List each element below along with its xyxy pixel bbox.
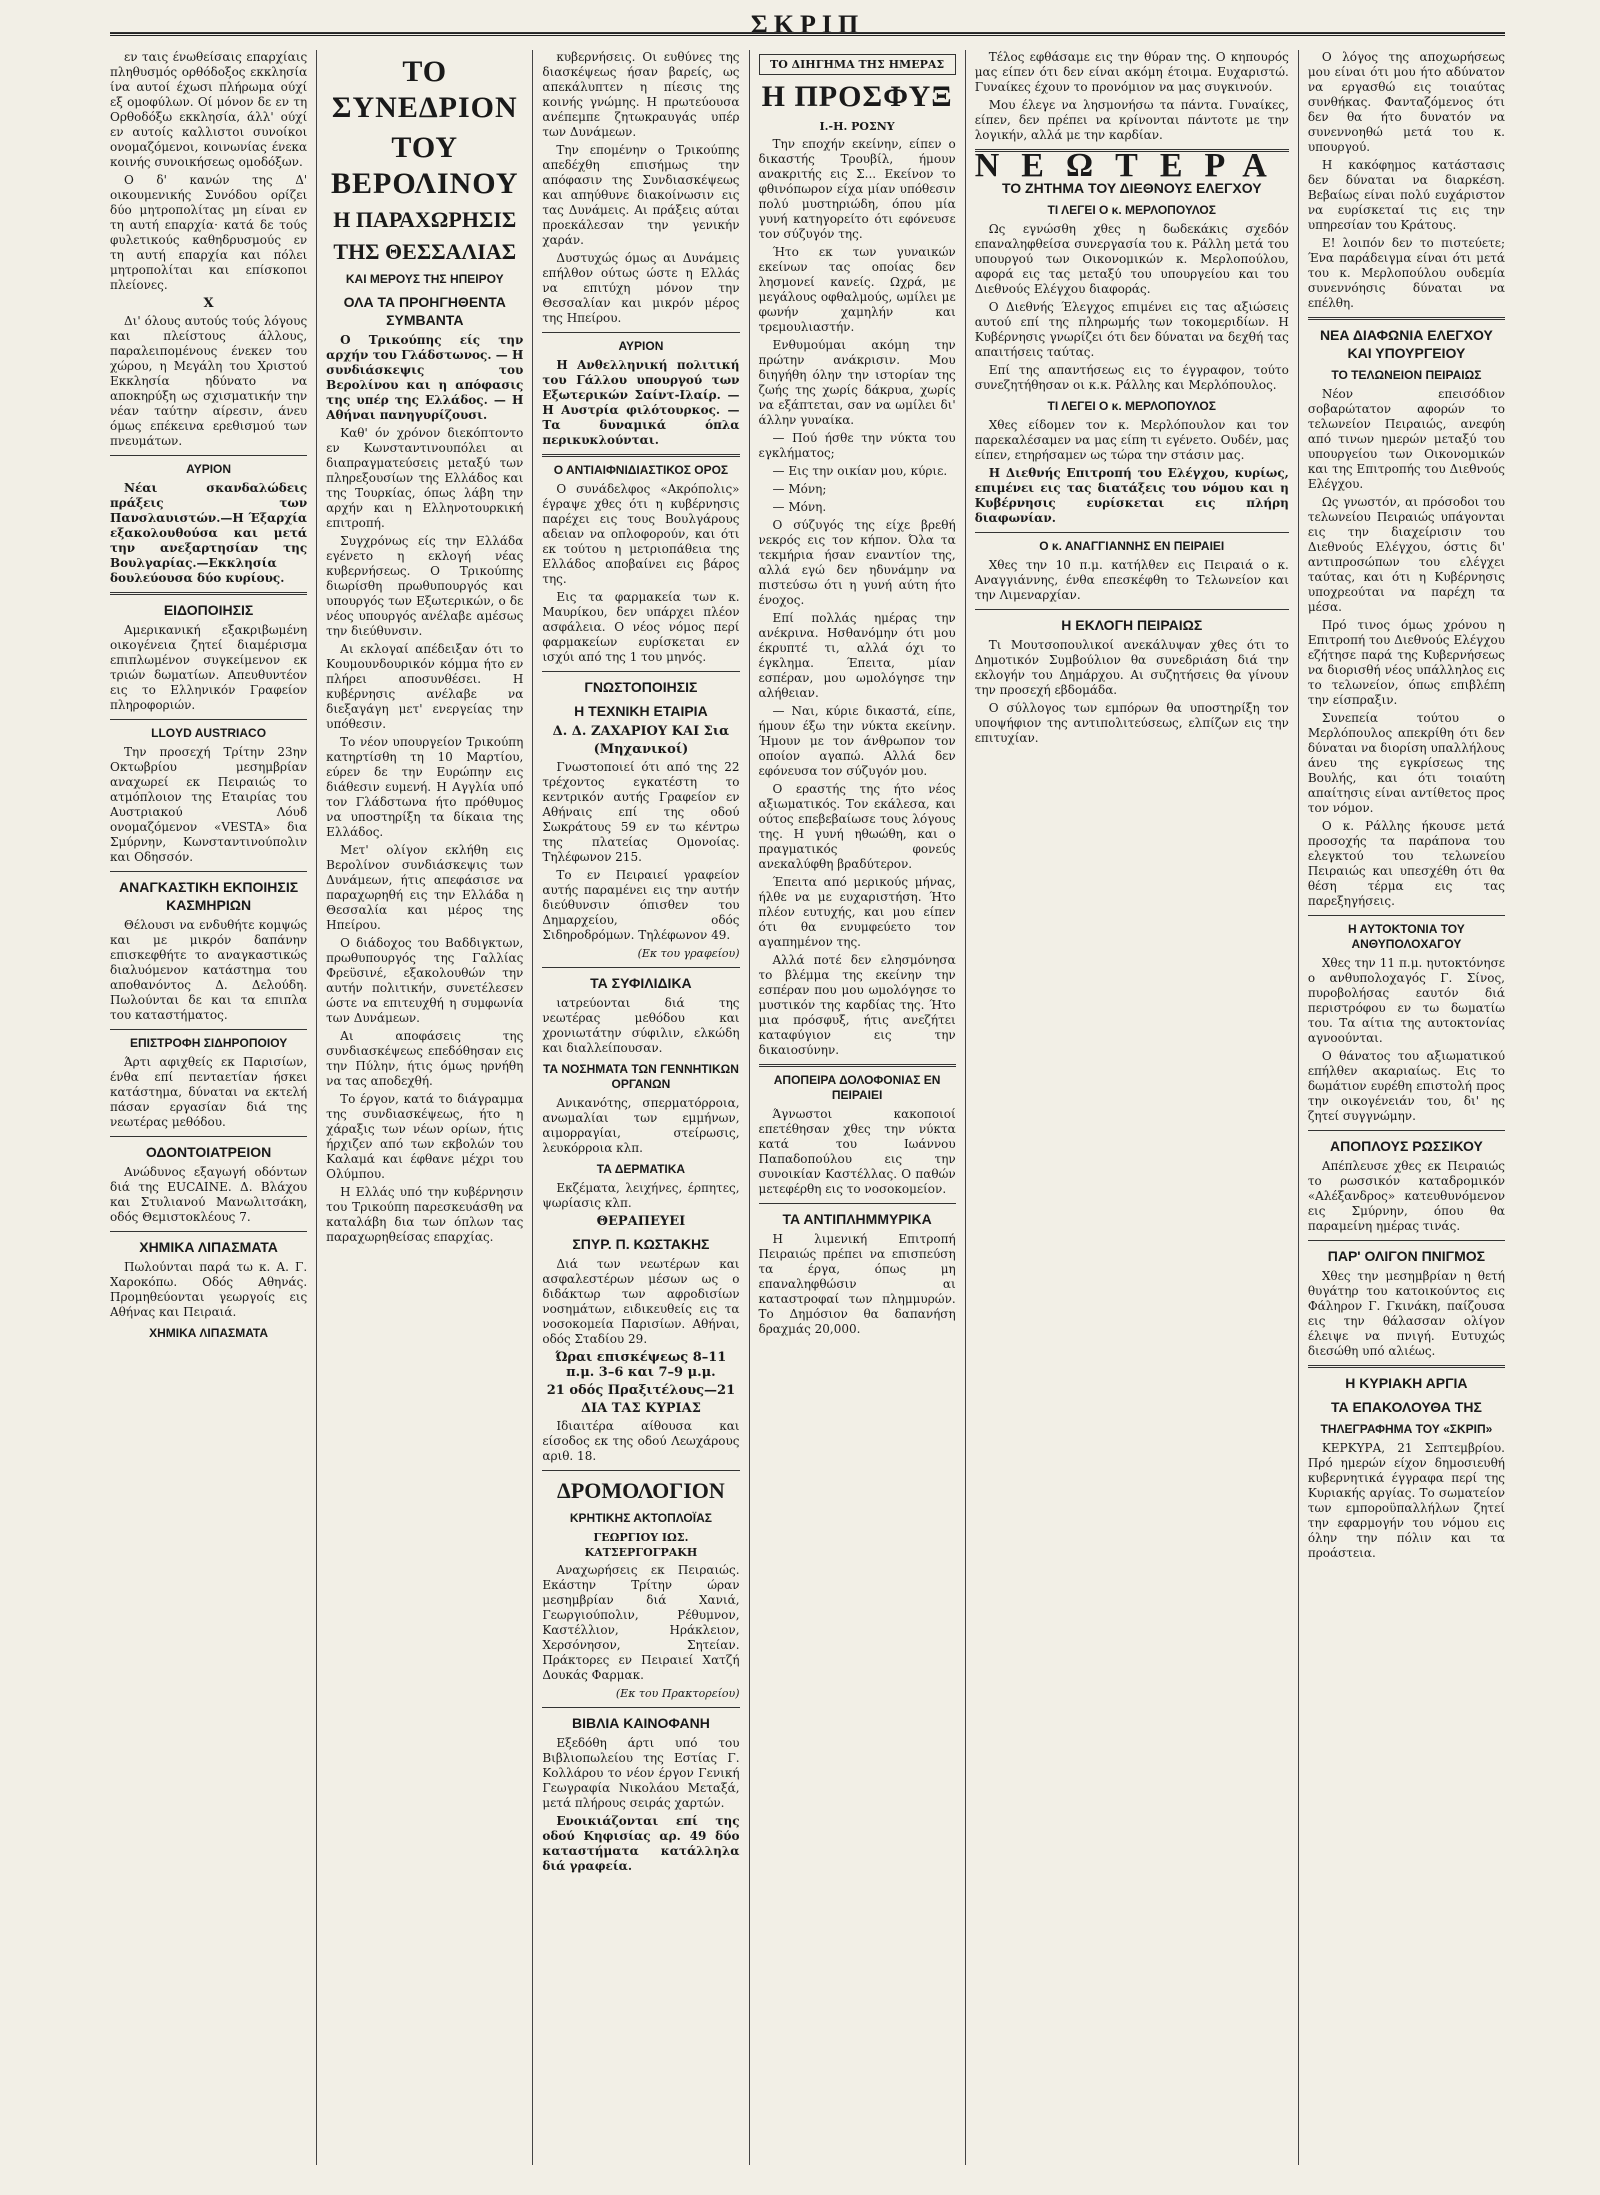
divider (110, 871, 307, 872)
article-headline: ΠΑΡ' ΟΛΙΓΟΝ ΠΝΙΓΜΟΣ (1327, 1248, 1486, 1264)
divider (1308, 1240, 1505, 1241)
ad-text: Αναχωρήσεις εκ Πειραιώς. Εκάστην Τρίτην ώραν μεσημβρίαν διά Χανιά, Γεωργιούπολιν, Ρέθυμνον, Καστέλλιον, Ηράκλειον, Χερσόνησον, Σητείαν. Πράκτορες εν Πειραιεί Χατζή Δουκάς Φαρμακ. (542, 1563, 740, 1682)
ad-text: Ενοικιάζονται επί της οδού Κηφισίας αρ. 49 δύο καταστήματα κατάλληλα διά γραφεία. (542, 1814, 740, 1873)
article-headline: Η ΑΥΤΟΚΤΟΝΙΑ ΤΟΥ ΑΝΘΥΠΟΛΟΧΑΓΟΥ (1348, 922, 1465, 951)
ad-text: Άρτι αφιχθείς εκ Παρισίων, ένθα επί πενταετίαν ήσκει κατάστημα, δύναται να εκτελή πάσαν εργασίαν διά της νεωτέρας μεθόδου. (110, 1055, 308, 1129)
divider (542, 454, 739, 457)
headline: Η ΠΑΡΑΧΩΡΗΣΙΣ (333, 207, 517, 232)
headline: ΤΟ ΣΥΝΕΔΡΙΟΝ (331, 55, 518, 124)
article-text: Ο κ. Ράλλης ήκουσε μετά προσοχής τα παράπονα του ελεγκτού του τελωνείου Πειραιώς και υπεσχέθη ότι θα θέση τέρμα εις τας παρεξηγήσεις. (1307, 819, 1505, 908)
column-1 (110, 50, 316, 2165)
subheadline: ΚΑΙ ΜΕΡΟΥΣ ΤΗΣ ΗΠΕΙΡΟΥ (345, 272, 504, 286)
section-heading: ΑΠΟΠΕΙΡΑ ΔΟΛΟΦΟΝΙΑΣ ΕΝ ΠΕΙΡΑΙΕΙ (773, 1073, 941, 1102)
ad-subheading: ΚΡΗΤΙΚΗΣ ΑΚΤΟΠΛΟΪΑΣ (569, 1511, 712, 1525)
ad-signature: (Εκ του Πρακτορείου) (615, 1687, 740, 1700)
article-text: Η Διεθνής Επιτροπή του Ελέγχου, κυρίως, επιμένει εις τας διατάξεις του νόμου και η Κυβέρνησις ευρίσκεται εις πλήρη διαφωνίαν. (974, 466, 1289, 525)
divider (110, 1231, 307, 1232)
story-author: Ι.-Η. ΡΟΣΝΥ (819, 120, 895, 133)
ad-doctor-name: ΣΠΥΡ. Π. ΚΩΣΤΑΚΗΣ (572, 1236, 710, 1252)
article-text: Ο λόγος της αποχωρήσεως μου είναι ότι μου ήτο αδύνατον να εργασθώ εις τοιαύτας συνθήκας. Φανταζόμενος ότι δεν θα ήτο δυνατόν να συνεννοηθώ μετά του κ. υπουργού. (1307, 50, 1505, 154)
article-subheadline: ΤΙ ΛΕΓΕΙ Ο κ. ΜΕΡΛΟΠΟΥΛΟΣ (1047, 203, 1216, 217)
ad-text: Πωλούνται παρά τω κ. Α. Γ. Χαροκόπω. Οδός Αθηνάς. Προμηθεύονται γεωργοίς εις Αθήνας και Πειραιά. (110, 1260, 308, 1319)
section-mark: Χ (203, 296, 214, 311)
ad-signature: (Εκ του γραφείου) (637, 947, 740, 960)
ad-heading: ΤΑ ΔΕΡΜΑΤΙΚΑ (596, 1162, 686, 1176)
ad-subheading: ΓΕΩΡΓΙΟΥ ΙΩΣ. ΚΑΤΣΕΡΓΟΓΡΑΚΗ (584, 1531, 698, 1559)
article-text: Η Ελλάς υπό την κυβέρνησιν του Τρικούπη παρεσκευάσθη να καταλάβη δια των όπλων τας παραχωρηθείσας επαρχίας. (326, 1185, 524, 1244)
section-heading: Ο ΑΝΤΙΑΙΦΝΙΔΙΑΣΤΙΚΟΣ ΟΡΟΣ (553, 463, 729, 477)
divider (1308, 915, 1505, 916)
article-text: Καθ' όν χρόνον διεκόπτοντο εν Κωνσταντινουπόλει αι διαπραγματεύσεις μεταξύ των πληρεξουσίων της Ελλάδος και της Τουρκίας, όπως λάβη την αρχήν και η Ελληνοτουρκική επιτροπή. (326, 426, 524, 530)
article-text: Η κακόφημος κατάστασις δεν δύναται να διαρκέση. Βεβαίως είναι πολύ ευχάριστον να ευρίσκεταί τις εις την υπηρεσίαν του Κράτους. (1307, 158, 1505, 232)
article-text: Νέον επεισόδιον σοβαρώτατον αφορών το τελωνείον Πειραιώς, ανεφύη από τινων ημερών μεταξύ του υπουργείου των Οικονομικών και της Επιτροπής του Διεθνούς Ελέγχου. (1307, 387, 1505, 491)
ad-hours: Ώραι επισκέψεως 8–11 π.μ. 3–6 και 7–9 μ.μ. (555, 1350, 727, 1380)
section-heading: ΑΥΡΙΟΝ (618, 339, 664, 353)
divider (1308, 1365, 1505, 1368)
ad-heading: LLOYD AUSTRIACO (151, 726, 267, 740)
divider (759, 1064, 956, 1067)
ad-heading: ΓΝΩΣΤΟΠΟΙΗΣΙΣ (584, 679, 698, 695)
article-subheadline: ΤΟ ΤΕΛΩΝΕΙΟΝ ΠΕΙΡΑΙΩΣ (1331, 368, 1482, 382)
divider (1308, 1130, 1505, 1131)
article-text: Η λιμενική Επιτροπή Πειραιώς πρέπει να επισπεύση τα έργα, όπως μη επαναληφθώσιν αι καταστροφαί των πλημμυρών. Το Δημόσιον θα δαπανήση δραχμάς 20,000. (758, 1232, 956, 1336)
ad-text: Ανώδυνος εξαγωγή οδόντων διά της EUCAINE. Δ. Βλάχου και Στυλιανού Μανωλιτσάκη, οδός Θεμιστοκλέους 7. (110, 1165, 308, 1224)
story-dialog: — Μόνη. (772, 500, 827, 514)
ad-text: Ανικανότης, σπερματόρροια, ανωμαλίαι των εμμήνων, αιμορραγίαι, στείρωσις, λευκόρροια κλπ. (542, 1096, 740, 1155)
ad-text: Το εν Πειραιεί γραφείον αυτής παραμένει εις την αυτήν διεύθυνσιν όπισθεν του Δημαρχείου, οδός Σιδηροδρόμων. Τηλέφωνον 49. (542, 868, 740, 942)
article-text: Συνεπεία τούτου ο Μερλόπουλος απεκρίθη ότι δεν δύναται να διορίση υπαλλήλους άνευ της εγκρίσεως της Βουλής, και ότι τοιαύτη απαίτησις είναι αντίθετος προς τον νόμον. (1307, 711, 1505, 815)
article-headline: ΤΟ ΖΗΤΗΜΑ ΤΟΥ ΔΙΕΘΝΟΥΣ ΕΛΕΓΧΟΥ (1001, 180, 1262, 196)
ad-text: Θέλουσι να ενδυθήτε κομψώς και με μικρόν δαπάνην επισκεφθήτε το αναγκαστικώς διαλυόμενον κατάστημα του αποθανόντος Δ. Δελούδη. Πωλούνται δε και τα επιπλα του καταστήματος. (110, 918, 308, 1022)
divider (542, 332, 739, 333)
article-text: Ως εγνώσθη χθες η δωδεκάκις σχεδόν επαναληφθείσα συνεργασία του κ. Ράλλη μετά του υπουργού των Οικονομικών κ. Μερλοπούλου, αφορά εις τας μεταξύ του υπουργείου και του Διεθνούς Ελέγχου διαφοράς. (974, 222, 1289, 296)
article-text: Την επομένην ο Τρικούπης απεδέχθη επισήμως την απόφασιν της Συνδιασκέψεως και απηύθυνε διακοίνωσιν εις τας Δυνάμεις. Αι πράξεις αύται προεκάλεσαν την γενικήν χαράν. (542, 143, 740, 247)
article-text: Νέαι σκανδαλώδεις πράξεις των Πανσλαυιστών.—Η Έξαρχία εξακολουθούσα και μετά την ανεξαρτησίαν της Βουλγαρίας.—Εκκλησία δουλεύουσα δύο κυρίους. (110, 481, 308, 585)
article-text: Ο συνάδελφος «Ακρόπολις» έγραψε χθες ότι η κυβέρνησις παρέχει εις τους Βουλγάρους αδειαν να οπλοφορούν, και ότι εκ τούτου η μετριοπάθεια της Ελλάδος αποβαίνει εις βάρος της. (542, 482, 740, 586)
section-heading: ΑΥΡΙΟΝ (186, 462, 232, 476)
article-text: Συγχρόνως είς την Ελλάδα εγένετο η εκλογή νέας κυβερνήσεως. Ο Τρικούπης διωρίσθη πρωθυπουργός και υπουργός των Εξωτερικών, ο δε νέος υπουργός ανέλαβε αμέσως την διεύθυνσιν. (326, 534, 524, 638)
article-text: κυβερνήσεις. Οι ευθύνες της διασκέψεως ήσαν βαρείς, ως απεκάλυπτεν η πίεσις της κοινής γνώμης. Η πρωτεύουσα ανέπεμπε ζητωκραυγάς υπέρ των Δυνάμεων. (542, 50, 740, 139)
ad-text: Εξεδόθη άρτι υπό του Βιβλιοπωλείου της Εστίας Γ. Κολλάρου το νέον έργον Γενική Γεωγραφία Νικολάου Μεταξά, μετά πλήρους σειράς χαρτών. (542, 1736, 740, 1810)
ad-text: Ιδιαιτέρα αίθουσα και είσοδος εκ της οδού Λεωχάρους αριθ. 18. (542, 1419, 740, 1463)
story-text: Επί πολλάς ημέρας την ανέκρινα. Ησθανόμην ότι μου έκρυπτέ τι, αλλά όχι το έγκλημα. Έπειτα, μίαν εσπέραν, μου ωμολόγησε την αλήθειαν. (758, 611, 956, 700)
ad-text: Την προσεχή Τρίτην 23ην Οκτωβρίου μεσημβρίαν αναχωρεί εκ Πειραιώς το ατμόπλοιον της Εταιρίας του Αυστριακού Λόυδ ονομαζόμενον «VESTA» δια Σμύρνην, Κωνσταντινούπολιν και Οδησσόν. (110, 745, 308, 864)
ad-subheading: (Μηχανικοί) (593, 742, 689, 757)
section-heading: ΤΑ ΑΝΤΙΠΛΗΜΜΥΡΙΚΑ (782, 1211, 932, 1227)
article-text: Χθες την 11 π.μ. ηυτοκτόνησε ο ανθυπολοχαγός Γ. Σίνος, πυροβολήσας εαυτόν διά περιστρόφου εν τω δωματίω του. Τα αίτια της αυτοκτονίας αγνοούνται. (1307, 956, 1505, 1045)
article-text: Εις τα φαρμακεία των κ. Μαυρίκου, δεν υπάρχει πλέον ασφάλεια. Ο νέος νόμος περί φαρμακείων ευρίσκεται εν ισχύι από της 1 του μηνός. (542, 590, 740, 664)
article-text: Αι αποφάσεις της συνδιασκέψεως επεδόθησαν εις την Πύλην, ήτις όμως ηρνήθη να τας αποδεχθή. (326, 1029, 524, 1088)
divider (110, 592, 307, 595)
article-text: Χθες την 10 π.μ. κατήλθεν εις Πειραιά ο κ. Αναγγιάννης, ένθα επεσκέφθη το Τελωνείον και την Λιμεναρχίαν. (974, 558, 1289, 602)
subheadline: ΟΛΑ ΤΑ ΠΡΟΗΓΗΘΕΝΤΑ ΣΥΜΒΑΝΤΑ (343, 294, 506, 328)
story-text: Ο εραστής της ήτο νέος αξιωματικός. Τον εκάλεσα, και ούτος επεβεβαίωσε τους λόγους της. Η γυνή ηθωώθη, και ο πραγματικός φονεύς ανεκαλύφθη βραδύτερον. (758, 782, 956, 871)
story-text: Ενθυμούμαι ακόμη την πρώτην ανάκρισιν. Μου διηγήθη όλην την ιστορίαν της ζωής της χωρίς δάκρυα, χωρίς να εξάπτεται, σαν να ωμίλει δι' άλλην γυναίκα. (758, 338, 956, 427)
article-headline: ΝΕΑ ΔΙΑΦΩΝΙΑ ΕΛΕΓΧΟΥ ΚΑΙ ΥΠΟΥΡΓΕΙΟΥ (1319, 327, 1493, 361)
article-subheadline: ΤΑ ΕΠΑΚΟΛΟΥΘΑ ΤΗΣ (1330, 1399, 1482, 1415)
article-headline: Η ΚΥΡΙΑΚΗ ΑΡΓΙΑ (1345, 1375, 1468, 1391)
columns (110, 50, 1505, 2165)
story-text: Ο σύζυγός της είχε βρεθή νεκρός εις τον κήπον. Όλα τα τεκμήρια ήσαν εναντίον της, αλλά εγώ δεν ηδυνάμην να πιστεύσω ότι η γυνή αύτη ήτο ένοχος. (758, 518, 956, 607)
masthead-rule (110, 32, 1505, 36)
divider (975, 532, 1289, 533)
article-text: Ως γνωστόν, αι πρόσοδοι του τελωνείου Πειραιώς υπάγονται εις την διαχείρισιν του Διεθνούς Ελέγχου, όστις δι' αντιπροσώπων του ελέγχει ταύτας, και ότι η Κυβέρνησις υποχρεούται να παρέχη τα μέσα. (1307, 495, 1505, 614)
ad-text: ιατρεύονται διά της νεωτέρας μεθόδου και χρονιωτάτην σύφιλιν, ελκώδη και διαλλείπουσαν. (542, 996, 740, 1055)
ad-heading: ΑΝΑΓΚΑΣΤΙΚΗ ΕΚΠΟΙΗΣΙΣ ΚΑΣΜΗΡΙΩΝ (119, 879, 299, 913)
ad-heading: ΧΗΜΙΚΑ ΛΙΠΑΣΜΑΤΑ (149, 1326, 269, 1340)
column-2 (316, 50, 532, 2165)
ad-text: Γνωστοποιεί ότι από της 22 τρέχοντος εγκατέστη το κεντρικόν αυτής Γραφείον εν Αθήναις επί της οδού Σωκράτους 59 εν τω κέντρω της πλατείας Ομονοίας. Τηλέφωνον 215. (542, 760, 740, 864)
ad-heading: ΔΡΟΜΟΛΟΓΙΟΝ (557, 1478, 725, 1503)
ad-heading: ΤΑ ΝΟΣΗΜΑΤΑ ΤΩΝ ΓΕΝΝΗΤΙΚΩΝ ΟΡΓΑΝΩΝ (542, 1062, 739, 1091)
story-dialog: — Εις την οικίαν μου, κύριε. (772, 464, 948, 478)
article-text: Χθες είδομεν τον κ. Μερλόπουλον και τον παρεκαλέσαμεν να μας είπη τι εγένετο. Ουδέν, μας είπεν, ετηρήσαμεν ως τώρα την στάσιν μας. (974, 418, 1289, 462)
story-text: Ήτο εκ των γυναικών εκείνων τας οποίας δεν λησμονεί κανείς. Ωχρά, με μεγάλους οφθαλμούς, ωμίλει με φωνήν χαμηλήν και τρεμουλιαστήν. (758, 245, 956, 334)
article-text: Άγνωστοι κακοποιοί επετέθησαν χθες την νύκτα κατά του Ιωάννου Παπαδοπούλου εις την συνοικίαν Καστέλλας. Ο παθών μετεφέρθη εις το νοσοκομείον. (758, 1107, 956, 1196)
article-text: Τι Μουτσοπουλικοί ανεκάλυψαν χθες ότι το Δημοτικόν Συμβούλιον θα συνεδριάση διά την εκλογήν του Δημάρχου. Αι συζητήσεις θα γίνουν την προσεχή εβδομάδα. (974, 638, 1289, 697)
ad-text: Εκζέματα, λειχήνες, έρπητες, ψωρίασις κλπ. (542, 1181, 740, 1210)
story-text: Τέλος εφθάσαμε εις την θύραν της. Ο κηπουρός μας είπεν ότι δεν είναι ακόμη έτοιμα. Ευχαριστώ. Γυναίκες έχουν το προνόμιον να μας συγκινούν. (974, 50, 1289, 94)
masthead (110, 10, 1505, 42)
divider (759, 1203, 956, 1204)
notice-text: Αμερικανική εξακριβωμένη οικογένεια ζητεί διαμέρισμα επιπλωμένον συγκείμενον εκ τριών δωματίων. Απευθυντέον εις το Ελληνικόν Γραφείον πληροφοριών. (110, 623, 308, 712)
ad-subheading: ΔΙΑ ΤΑΣ ΚΥΡΙΑΣ (580, 1401, 701, 1416)
divider (542, 671, 739, 672)
article-text: Δι' όλους αυτούς τούς λόγους και πλείστους άλλους, παραλειπομένους ένεκεν του χώρου, η Μεγάλη του Χριστού Εκκλησία ηδύνατο να αποκηρύξη ως σχισματικήν την νέαν ταύτην αίρεσιν, άνευ όμως επέκεινα ερεθισμού των πνευμάτων. (110, 314, 308, 448)
section-heading: ΕΙΔΟΠΟΙΗΣΙΣ (163, 602, 254, 618)
column-5 (965, 50, 1298, 2165)
story-text: Μου έλεγε να λησμονήσω τα πάντα. Γυναίκες, είπεν, δεν πρέπει να κρίνονται πάντοτε με την λογικήν, αλλά με την καρδίαν. (974, 98, 1289, 142)
article-text: Χθες την μεσημβρίαν η θετή θυγάτηρ του κατοικούντος εις Φάληρον Γ. Γκινάκη, παίζουσα εις την θάλασσαν ολίγον έλειψε να πνιγή. Ευτυχώς διεσώθη υπό αλιέως. (1307, 1269, 1505, 1358)
article-text: Η Ανθελληνική πολιτική του Γάλλου υπουργού των Εξωτερικών Σαίντ-Ιλαίρ. — Η Αυστρία φιλότουρκος. — Τα δυναμικά όπλα περικυκλούνται. (542, 358, 740, 447)
article-text: Ο διάδοχος του Βαδδιγκτων, πρωθυπουργός της Γαλλίας Φρεϋσινέ, εξακολουθών την αυτήν πολιτικήν, συνετέλεσεν ώστε να επιτευχθή η συμφωνία των Δυνάμεων. (326, 936, 524, 1025)
ad-heading: ΘΕΡΑΠΕΥΕΙ (596, 1214, 686, 1229)
story-text: Αλλά ποτέ δεν ελησμόνησα το βλέμμα της εκείνην την εσπέραν που μου ωμολόγησε το μυστικόν της καρδίας της. Ήτο μια πρόσφυξ, ήτις ανεζήτει καταφύγιον εις την δικαιοσύνην. (758, 953, 956, 1057)
story-text: — Ναι, κύριε δικαστά, είπε, ήμουν έξω την νύκτα εκείνην. Ήμουν με τον άνθρωπον τον οποίον αγαπώ. Αλλά δεν εφόνευσα τον σύζυγόν μου. (758, 704, 956, 778)
article-headline: Ο κ. ΑΝΑΓΓΙΑΝΝΗΣ ΕΝ ΠΕΙΡΑΙΕΙ (1039, 539, 1225, 553)
article-text: Επί της απαντήσεως εις το έγγραφον, τούτο συνεζητήθησαν οι κ.κ. Ράλλης και Μερλόπουλος. (974, 363, 1289, 392)
ad-address: 21 οδός Πραξιτέλους—21 (546, 1383, 736, 1398)
article-text: Δυστυχώς όμως αι Δυνάμεις επήλθον ούτως ώστε η Ελλάς να επιτύχη μόνον την Θεσσαλίαν και μικρόν μέρος της Ηπείρου. (542, 251, 740, 325)
article-text: Μετ' ολίγον εκλήθη εις Βερολίνον συνδιάσκεψις των Δυνάμεων, ήτις απεφάσισε να παραχωρηθή εις την Ελλάδα η Θεσσαλία και μέρος της Ηπείρου. (326, 843, 524, 932)
ad-heading: Η ΤΕΧΝΙΚΗ ΕΤΑΙΡΙΑ (574, 703, 708, 719)
article-text: Το έργον, κατά το διάγραμμα της συνδιασκέψεως, ήτο η χάραξις των νέων ορίων, ήτις ήρχιζεν από των εκβολών του Καλαμά και έφθανε μέχρι του Ολύμπου. (326, 1092, 524, 1181)
divider (110, 1029, 307, 1030)
story-title: Η ΠΡΟΣΦΥΞ (761, 80, 953, 113)
article-text: Ο σύλλογος των εμπόρων θα υποστηρίξη τον υποψήφιον της αντιπολιτεύσεως, ελπίζων εις την επιτυχίαν. (974, 701, 1289, 745)
story-dialog: — Μόνη; (772, 482, 827, 496)
divider (542, 967, 739, 968)
divider (542, 1707, 739, 1708)
article-text: Ο Διεθνής Έλεγχος επιμένει εις τας αξιώσεις αυτού επί της πληρωμής των τοκομεριδίων. Η Κυβέρνησις γνωρίζει ότι δεν δύναται να δεχθή τας απαιτήσεις ταύτας. (974, 300, 1289, 359)
divider (542, 1470, 739, 1471)
article-text: Ε! λοιπόν δεν το πιστεύετε; Ένα παράδειγμα είναι ότι μετά του κ. Μερλοπούλου ουδεμία συνεννόησις δύναται να επέλθη. (1307, 236, 1505, 310)
story-dialog: — Πού ήσθε την νύκτα του εγκλήματος; (758, 431, 956, 460)
divider (110, 1136, 307, 1137)
section-label: ΤΟ ΔΙΗΓΗΜΑ ΤΗΣ ΗΜΕΡΑΣ (759, 54, 956, 75)
article-headline: ΑΠΟΠΛΟΥΣ ΡΩΣΣΙΚΟΥ (1329, 1138, 1483, 1154)
divider (975, 609, 1289, 610)
story-text: Την εποχήν εκείνην, είπεν ο δικαστής Τρουβίλ, ήμουν ανακριτής εις Σ... Εκείνον το φθινόπωρον είχα μίαν υπόθεσιν πολύ μυστηριώδη, όπου μία γυνή κατηγορείτο ότι εφόνευσε τον σύζυγόν της. (758, 137, 956, 241)
article-subheadline: ΤΗΛΕΓΡΑΦΗΜΑ ΤΟΥ «ΣΚΡΙΠ» (1320, 1422, 1493, 1436)
headline: ΤΟΥ ΒΕΡΟΛΙΝΟΥ (330, 131, 519, 200)
article-text: Πρό τινος όμως χρόνου η Επιτροπή του Διεθνούς Ελέγχου εζήτησε παρά της Κυβερνήσεως να διορισθή νέος υπάλληλος εις το τελωνείον, όπως επιβλέπη την είσπραξιν. (1307, 618, 1505, 707)
article-headline: Η ΕΚΛΟΓΗ ΠΕΙΡΑΙΩΣ (1061, 617, 1203, 633)
ad-heading: ΕΠΙΣΤΡΟΦΗ ΣΙΔΗΡΟΠΟΙΟΥ (129, 1036, 288, 1050)
article-text: Ο δ' κανών της Δ' οικουμενικής Συνόδου ορίζει δύο μητροπολίτας μη είναι εν τη αυτή επαρχία· κατά δε τούς φυλετικούς καθηδρυσμούς εν τη αυτή επαρχία και πόλει μητροπολίται και επίσκοποι πλείονες. (110, 173, 308, 292)
article-text: Ο θάνατος του αξιωματικού επήλθεν ακαριαίως. Εις το δωμάτιον ευρέθη επιστολή προς την οικογένειάν του, δι' ης ζητεί συγγνώμην. (1307, 1049, 1505, 1123)
article-subheadline: ΤΙ ΛΕΓΕΙ Ο κ. ΜΕΡΛΟΠΟΥΛΟΣ (1047, 399, 1216, 413)
section-banner: ΝΕΩΤΕΡΑ (974, 147, 1289, 184)
column-4 (749, 50, 965, 2165)
divider (110, 455, 307, 456)
ad-heading: ΟΔΟΝΤΟΙΑΤΡΕΙΟΝ (145, 1144, 272, 1160)
divider (110, 719, 307, 720)
story-text: Έπειτα από μερικούς μήνας, ήλθε να με ευχαριστήση. Ήτο πλέον ευτυχής, και μου είπεν ότι θα ενυμφεύετο τον αγαπημένον της. (758, 875, 956, 949)
headline: ΤΗΣ ΘΕΣΣΑΛΙΑΣ (333, 239, 517, 264)
article-text: ΚΕΡΚΥΡΑ, 21 Σεπτεμβρίου. Πρό ημερών είχον δημοσιευθή κυβερνητικά έγγραφα περί της Κυριακής αργίας. Το σωματείον των εμποροϋπαλλήλων ζητεί την εφαρμογήν του νόμου εις όλην την πόλιν και τα προάστεια. (1307, 1441, 1505, 1560)
article-lead: Ο Τρικούπης είς την αρχήν του Γλάδστωνος. — Η συνδιάσκεψις του Βερολίνου και η απόφασις της υπέρ της Ελλάδος. — Η Αθήναι πανηγυρίζουσι. (326, 333, 524, 422)
ad-subheading: Δ. Δ. ΖΑΧΑΡΙΟΥ ΚΑΙ Σια (552, 724, 730, 739)
column-3 (532, 50, 748, 2165)
article-text: εν ταις ένωθείσαις επαρχίαις πληθυσμός ορθόδοξος εκκλησία ίνα αυτοί έχωσι πλήρωμα ούχί εξ ομοφύλων. Οί μόνον δε εν τη Ορθοδόξω εκκλησία, άλλ' ούχί εν αυτοίς καλλιστοι συνοίκοι ονομαζόμενοι, κοινωνίας ένεκα κοινής συνοικήσεως ομοδόξων. (110, 50, 308, 169)
divider (1308, 317, 1505, 320)
article-text: Αι εκλογαί απέδειξαν ότι το Κουμουνδουρικόν κόμμα ήτο εν πλήρει αποσυνθέσει. Η κυβέρνησις ανέλαβε να διεξαγάγη μετ' ενεργείας την υπόθεσιν. (326, 642, 524, 731)
article-text: Απέπλευσε χθες εκ Πειραιώς το ρωσσικόν καταδρομικόν «Αλέξανδρος» κατευθυνόμενον εις Σμύρνην, όπου θα παραμείνη ημέρας τινάς. (1307, 1159, 1505, 1233)
ad-heading: ΒΙΒΛΙΑ ΚΑΙΝΟΦΑΝΗ (571, 1715, 710, 1731)
article-text: Το νέον υπουργείον Τρικούπη κατηρτίσθη τη 10 Μαρτίου, εύρεν δε την Ευρώπην εις διάθεσιν ευμενή. Η Αγγλία υπό τον Γλάδστωνα ήτο πρόθυμος να υποστηρίξη τα δίκαια της Ελλάδος. (326, 735, 524, 839)
column-6 (1298, 50, 1505, 2165)
ad-text: Διά των νεωτέρων και ασφαλεστέρων μέσων ως ο διδάκτωρ των αφροδισίων νοσημάτων, ειδικευθείς εις τα νοσοκομεία Παρισίων. Αθήναι, οδός Σταδίου 29. (542, 1257, 740, 1346)
ad-heading: ΧΗΜΙΚΑ ΛΙΠΑΣΜΑΤΑ (139, 1239, 278, 1255)
ad-heading: ΤΑ ΣΥΦΙΛΙΔΙΚΑ (590, 975, 692, 991)
newspaper-title: ΣΚΡΙΠ (750, 10, 865, 39)
